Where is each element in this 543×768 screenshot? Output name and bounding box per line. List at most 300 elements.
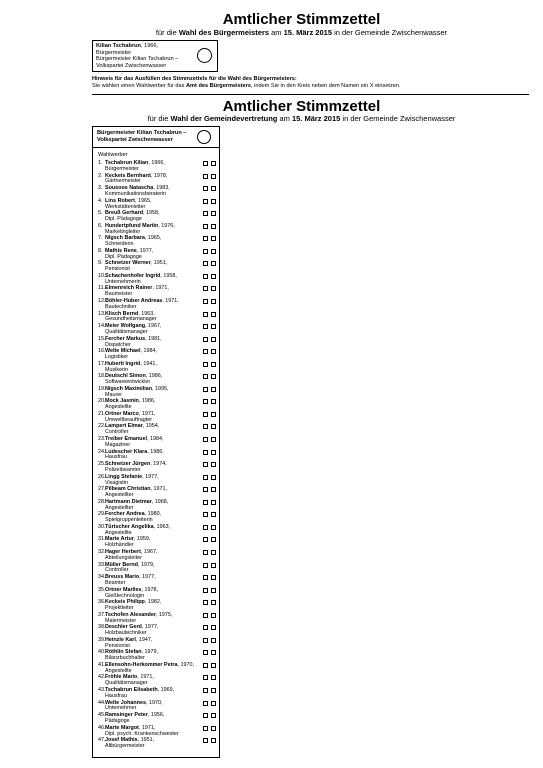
candidate-occupation: Holzhändler xyxy=(105,542,134,549)
candidate-year: , 1963, xyxy=(138,310,155,317)
candidate-number: 40. xyxy=(98,649,106,656)
candidate-number: 1. xyxy=(98,160,103,166)
strike-checkbox[interactable] xyxy=(211,650,216,655)
candidate-year: , 1971, xyxy=(137,674,154,681)
candidate-name: Tschabrun Elisabeth xyxy=(105,686,158,693)
candidate-occupation: Gesundheitsmanager xyxy=(105,316,157,323)
candidate-year: , 1959, xyxy=(133,536,151,543)
strike-checkbox[interactable] xyxy=(211,450,216,455)
candidate-year: , 1975, xyxy=(155,611,173,618)
candidate-name: Ludescher Klara xyxy=(105,448,148,455)
candidate-occupation: Polizeibeamter xyxy=(105,467,141,474)
candidate-number: 39. xyxy=(98,636,106,643)
candidate-name: Fercher Markus xyxy=(105,335,146,342)
candidate-occupation: Pensionist xyxy=(105,642,130,649)
candidate-name: Tschofen Alexander xyxy=(105,611,156,618)
candidate-year: , 1986, xyxy=(138,398,156,405)
candidate-occupation: Angestellter xyxy=(105,504,134,511)
candidate-year: , 1970, xyxy=(177,661,194,668)
hint-text: , indem Sie in den Kreis neben dem Namen ein X einsetzen. xyxy=(251,82,401,89)
candidate-number: 16. xyxy=(98,348,106,355)
candidate-name: Ramsinger Peter xyxy=(105,712,148,719)
candidate-year: , 1965, xyxy=(134,197,152,204)
mayor-ballot-title: Amtlicher Stimmzettel xyxy=(222,11,381,28)
preference-checkbox[interactable] xyxy=(203,286,208,291)
strike-checkbox[interactable] xyxy=(211,261,216,266)
candidate-name: Keckeis Bernhard xyxy=(105,172,151,179)
preference-checkbox[interactable] xyxy=(203,588,208,593)
preference-checkbox[interactable] xyxy=(203,701,208,706)
preference-checkbox[interactable] xyxy=(203,675,208,680)
strike-checkbox[interactable] xyxy=(211,663,216,668)
preference-checkbox[interactable] xyxy=(203,713,208,718)
strike-checkbox[interactable] xyxy=(211,337,216,342)
subtitle-text: in der Gemeinde Zwischenwasser xyxy=(340,114,456,123)
strike-checkbox[interactable] xyxy=(211,675,216,680)
candidate-number: 6. xyxy=(98,222,103,229)
preference-checkbox[interactable] xyxy=(203,462,208,467)
preference-checkbox[interactable] xyxy=(203,424,208,429)
candidate-name: Lingg Stefanie xyxy=(105,473,143,480)
candidate-number: 13. xyxy=(98,310,106,317)
subtitle-text: in der Gemeinde Zwischenwasser xyxy=(332,28,448,37)
candidate-year: , 1954, xyxy=(142,423,160,430)
preference-checkbox[interactable] xyxy=(203,512,208,517)
strike-checkbox[interactable] xyxy=(211,274,216,279)
strike-checkbox[interactable] xyxy=(211,412,216,417)
preference-checkbox[interactable] xyxy=(203,312,208,317)
candidate-name: Böhler-Huber Andreas xyxy=(105,298,163,305)
candidate-occupation: Dipl. Pädagoge xyxy=(105,253,142,260)
preference-checkbox[interactable] xyxy=(203,224,208,229)
candidate-number: 15. xyxy=(98,335,106,342)
subtitle-text: für die xyxy=(147,114,171,123)
preference-checkbox[interactable] xyxy=(203,550,208,555)
candidate-number: 36. xyxy=(98,599,106,606)
candidate-list xyxy=(93,161,219,751)
strike-checkbox[interactable] xyxy=(211,387,216,392)
strike-checkbox[interactable] xyxy=(211,500,216,505)
candidate-occupation: Holzbautechniker xyxy=(105,630,147,637)
candidate-year: , 1971, xyxy=(152,285,169,292)
mayor-hint xyxy=(92,76,401,90)
preference-checkbox[interactable] xyxy=(203,299,208,304)
candidate-number: 11. xyxy=(98,285,106,292)
candidate-occupation: Gießtechnologin xyxy=(105,592,145,599)
strike-checkbox[interactable] xyxy=(211,537,216,542)
candidate-year: , 1984, xyxy=(140,348,158,355)
candidate-number: 42. xyxy=(98,674,106,681)
party-list-name-line1: Bürgermeister Kilian Tschabrun – xyxy=(97,130,187,136)
candidate-occupation: Magaziner xyxy=(105,441,131,448)
candidate-occupation: Projektleiter xyxy=(105,605,134,612)
preference-checkbox[interactable] xyxy=(203,211,208,216)
candidate-year: , 1986, xyxy=(145,373,163,380)
preference-checkbox[interactable] xyxy=(203,525,208,530)
candidate-occupation: Logistiker xyxy=(105,354,129,361)
preference-checkbox[interactable] xyxy=(203,161,208,166)
candidate-name: Lampert Elmar xyxy=(105,423,143,430)
strike-checkbox[interactable] xyxy=(211,625,216,630)
strike-checkbox[interactable] xyxy=(211,688,216,693)
preference-checkbox[interactable] xyxy=(203,500,208,505)
strike-checkbox[interactable] xyxy=(211,249,216,254)
mayor-candidate-occupation: Bürgermeister xyxy=(96,49,132,56)
candidate-occupation: Abteilungsleiter xyxy=(105,554,142,561)
candidate-name: Hartmann Dietmar xyxy=(105,498,152,505)
preference-checkbox[interactable] xyxy=(203,174,208,179)
candidate-year: , 1956, xyxy=(147,712,165,719)
candidate-year: , 1966, xyxy=(148,160,165,166)
candidate-occupation: Dipl. Pädagoge xyxy=(105,216,142,223)
candidate-number: 34. xyxy=(98,574,106,581)
candidate-number: 3. xyxy=(98,185,103,192)
preference-checkbox[interactable] xyxy=(203,600,208,605)
candidate-number: 26. xyxy=(98,473,106,480)
preference-checkbox[interactable] xyxy=(203,563,208,568)
candidate-number: 25. xyxy=(98,461,106,468)
candidate-row xyxy=(93,738,219,751)
strike-checkbox[interactable] xyxy=(211,600,216,605)
preference-checkbox[interactable] xyxy=(203,437,208,442)
candidate-name: Mathis Rene xyxy=(105,247,137,254)
preference-checkbox[interactable] xyxy=(203,186,208,191)
subtitle-text: für die xyxy=(155,28,179,37)
strike-checkbox[interactable] xyxy=(211,701,216,706)
section-divider xyxy=(92,94,529,95)
candidate-number: 30. xyxy=(98,523,106,530)
candidate-year: , 1951, xyxy=(137,737,155,744)
candidate-number: 4. xyxy=(98,197,103,204)
hint-text: Sie wählen einen Wahlwerber für das xyxy=(92,82,187,89)
mayor-candidate-list-line1: Bürgermeister Kilian Tschabrun – xyxy=(96,56,179,63)
candidate-number: 45. xyxy=(98,712,106,719)
candidate-name: Hundertpfund Martin xyxy=(105,222,159,229)
candidate-occupation: Visagistin xyxy=(105,479,128,486)
mayor-ballot-subtitle xyxy=(0,28,543,37)
candidate-number: 24. xyxy=(98,448,106,455)
candidate-year: , 1941, xyxy=(140,360,157,367)
candidate-occupation: Musikerin xyxy=(105,366,129,373)
strike-checkbox[interactable] xyxy=(211,349,216,354)
candidate-occupation: Baumeister xyxy=(105,291,133,298)
party-vote-circle[interactable] xyxy=(197,130,211,144)
party-list-name-line2: Volkspartei Zwischenwasser xyxy=(97,136,173,143)
candidate-number: 9. xyxy=(98,260,103,267)
subtitle-bold: Wahl der Gemeindevertretung xyxy=(170,114,278,123)
subtitle-text: am xyxy=(277,114,292,123)
candidate-year: , 1958, xyxy=(160,272,177,279)
strike-checkbox[interactable] xyxy=(211,713,216,718)
candidate-name: Treiber Emanuel xyxy=(105,436,147,443)
candidate-year: , 1947, xyxy=(135,636,153,643)
candidate-occupation: Hausfrau xyxy=(105,454,127,461)
candidate-year: , 1967, xyxy=(145,323,162,330)
candidate-name: Ortner Marco xyxy=(105,410,139,417)
candidate-name: Huberti Ingrid xyxy=(105,360,141,367)
candidate-occupation: Pensionist xyxy=(105,266,130,273)
candidate-occupation: Dipl. psych. Krankenschwester xyxy=(105,730,179,737)
candidate-year: , 1974, xyxy=(150,461,167,468)
candidate-name: Schachenhofer Ingrid xyxy=(105,272,161,279)
candidate-number: 23. xyxy=(98,436,106,443)
preference-checkbox[interactable] xyxy=(203,450,208,455)
preference-checkbox[interactable] xyxy=(203,663,208,668)
candidate-number: 10. xyxy=(98,272,106,279)
candidate-number: 43. xyxy=(98,686,106,693)
candidate-name: Welte Johannes xyxy=(105,699,146,706)
candidate-name: Müller Bernd xyxy=(105,561,138,568)
party-list-box xyxy=(92,126,220,758)
candidate-occupation: Qualitätsmanager xyxy=(105,329,148,336)
candidate-number: 35. xyxy=(98,586,106,593)
preference-checkbox[interactable] xyxy=(203,362,208,367)
candidate-year: , 1982, xyxy=(144,599,162,606)
candidate-occupation: Umweltbeauftragter xyxy=(105,416,153,423)
candidate-number: 2. xyxy=(98,172,103,179)
candidate-number: 19. xyxy=(98,385,106,392)
candidate-name: Fercher Andrea xyxy=(105,511,145,518)
candidate-number: 47. xyxy=(98,737,106,744)
candidate-number: 17. xyxy=(98,360,106,367)
candidate-occupation: Controller xyxy=(105,429,129,436)
candidate-name: Deutschl Simon xyxy=(105,373,146,380)
strike-checkbox[interactable] xyxy=(211,525,216,530)
strike-checkbox[interactable] xyxy=(211,186,216,191)
candidate-number: 20. xyxy=(98,398,106,405)
candidate-number: 27. xyxy=(98,486,106,493)
preference-checkbox[interactable] xyxy=(203,387,208,392)
mayor-candidate-list-line2: Volkspartei Zwischenwasser xyxy=(96,62,167,69)
strike-checkbox[interactable] xyxy=(211,726,216,731)
candidate-name: Ortner Marlies xyxy=(105,586,142,593)
candidate-occupation: Bürgermeister xyxy=(105,165,139,172)
candidate-year: , 1978, xyxy=(141,586,159,593)
preference-checkbox[interactable] xyxy=(203,324,208,329)
candidate-occupation: Kommunikationsberaterin xyxy=(105,191,167,197)
strike-checkbox[interactable] xyxy=(211,638,216,643)
candidate-year: , 1971, xyxy=(138,724,156,731)
preference-checkbox[interactable] xyxy=(203,638,208,643)
candidate-year: , 1979, xyxy=(141,649,159,656)
strike-checkbox[interactable] xyxy=(211,286,216,291)
candidate-year: , 1967, xyxy=(140,548,158,555)
candidate-number: 44. xyxy=(98,699,106,706)
preference-checkbox[interactable] xyxy=(203,261,208,266)
candidate-year: , 1977, xyxy=(142,473,159,480)
candidate-year: , 1977, xyxy=(139,574,156,581)
preference-checkbox[interactable] xyxy=(203,374,208,379)
preference-checkbox[interactable] xyxy=(203,349,208,354)
candidate-occupation: Hausfrau xyxy=(105,692,127,699)
strike-checkbox[interactable] xyxy=(211,211,216,216)
candidate-number: 8. xyxy=(98,247,103,254)
candidate-name: Keckeis Philipp xyxy=(105,599,145,606)
preference-checkbox[interactable] xyxy=(203,199,208,204)
candidate-year: , 1977, xyxy=(136,247,154,254)
strike-checkbox[interactable] xyxy=(211,236,216,241)
subtitle-text: am xyxy=(269,28,284,37)
hint-bold: Amt des Bürgermeisters xyxy=(186,82,251,89)
preference-checkbox[interactable] xyxy=(203,738,208,743)
strike-checkbox[interactable] xyxy=(211,424,216,429)
candidate-occupation: Altbürgermeister xyxy=(105,743,145,750)
candidate-occupation: Angestellte xyxy=(105,529,132,536)
candidate-year: , 1977, xyxy=(141,624,159,631)
candidates-label: Wahlwerber xyxy=(98,152,128,158)
candidate-name: Breuß Gerhard xyxy=(105,210,144,217)
strike-checkbox[interactable] xyxy=(211,312,216,317)
strike-checkbox[interactable] xyxy=(211,161,216,166)
strike-checkbox[interactable] xyxy=(211,475,216,480)
candidate-number: 37. xyxy=(98,611,106,618)
candidate-name: Klisch Bernd xyxy=(105,310,139,317)
preference-checkbox[interactable] xyxy=(203,274,208,279)
candidate-year: , 1951, xyxy=(150,260,168,267)
candidate-occupation: Pädagoge xyxy=(105,717,130,724)
candidate-number: 32. xyxy=(98,548,106,555)
preference-checkbox[interactable] xyxy=(203,399,208,404)
preference-checkbox[interactable] xyxy=(203,688,208,693)
strike-checkbox[interactable] xyxy=(211,588,216,593)
candidate-name: Fröhle Mario xyxy=(105,674,138,681)
candidate-year: , 1970, xyxy=(145,699,163,706)
candidate-name: Nigsch Barbara xyxy=(105,235,145,242)
candidate-year: , 1971, xyxy=(138,410,156,417)
preference-checkbox[interactable] xyxy=(203,575,208,580)
subtitle-bold: Wahl des Bürgermeisters xyxy=(178,28,270,37)
preference-checkbox[interactable] xyxy=(203,412,208,417)
candidate-year: , 1995, xyxy=(152,385,169,392)
strike-checkbox[interactable] xyxy=(211,575,216,580)
strike-checkbox[interactable] xyxy=(211,299,216,304)
strike-checkbox[interactable] xyxy=(211,462,216,467)
candidate-name: Welte Michael xyxy=(105,348,141,355)
candidate-name: Tschabrun Kilian xyxy=(105,160,149,166)
candidate-occupation: Unternehmer xyxy=(105,705,137,712)
candidate-year: , 1971, xyxy=(162,298,179,305)
candidate-occupation: Schneiderin xyxy=(105,241,134,248)
preference-checkbox[interactable] xyxy=(203,625,208,630)
mayor-hint-title: Hinweis für das Ausfüllen des Stimmzettels für die Wahl des Bürgermeisters: xyxy=(92,76,297,82)
candidate-number: 5. xyxy=(98,210,103,217)
candidate-name: Deschler Gerd xyxy=(105,624,142,631)
candidate-occupation: Qualitätsmanager xyxy=(105,680,148,687)
candidate-number: 21. xyxy=(98,410,106,417)
candidate-name: Türtscher Angelika xyxy=(105,523,154,530)
candidate-year: , 1983, xyxy=(153,185,170,192)
candidate-year: , 1980, xyxy=(144,511,162,518)
candidate-occupation: Maurer xyxy=(105,391,123,398)
candidate-name: Elmenreich Rainer xyxy=(105,285,153,292)
strike-checkbox[interactable] xyxy=(211,174,216,179)
candidate-year: , 1984, xyxy=(146,436,164,443)
strike-checkbox[interactable] xyxy=(211,437,216,442)
candidate-number: 12. xyxy=(98,298,106,305)
preference-checkbox[interactable] xyxy=(203,487,208,492)
preference-checkbox[interactable] xyxy=(203,236,208,241)
candidate-name: Hager Herbert xyxy=(105,548,141,555)
strike-checkbox[interactable] xyxy=(211,613,216,618)
strike-checkbox[interactable] xyxy=(211,563,216,568)
preference-checkbox[interactable] xyxy=(203,249,208,254)
candidate-number: 28. xyxy=(98,498,106,505)
strike-checkbox[interactable] xyxy=(211,512,216,517)
candidate-occupation: Spielgruppenleiterin xyxy=(105,517,153,524)
preference-checkbox[interactable] xyxy=(203,475,208,480)
candidate-name: Pilbeam Christian xyxy=(105,486,151,493)
candidate-name: Röthlin Stefan xyxy=(105,649,142,656)
strike-checkbox[interactable] xyxy=(211,224,216,229)
preference-checkbox[interactable] xyxy=(203,650,208,655)
strike-checkbox[interactable] xyxy=(211,399,216,404)
candidate-year: , 1981, xyxy=(145,335,162,342)
candidate-occupation: Marketingleiter xyxy=(105,228,141,235)
candidate-year: , 1986, xyxy=(147,448,164,455)
candidate-occupation: Beamter xyxy=(105,579,126,586)
mayor-candidate-name: Kilian Tschabrun xyxy=(96,43,141,49)
candidate-year: , 1958, xyxy=(143,210,160,217)
mayor-candidate-year: , 1966, xyxy=(140,43,159,49)
strike-checkbox[interactable] xyxy=(211,362,216,367)
candidate-number: 38. xyxy=(98,624,106,631)
strike-checkbox[interactable] xyxy=(211,550,216,555)
mayor-vote-circle[interactable] xyxy=(197,48,212,63)
candidate-occupation: Softwareentwickler xyxy=(105,379,151,386)
council-ballot-title: Amtlicher Stimmzettel xyxy=(222,98,381,115)
candidate-name: Breuss Mario xyxy=(105,574,140,581)
strike-checkbox[interactable] xyxy=(211,487,216,492)
candidate-year: , 1976, xyxy=(158,222,175,229)
subtitle-date: 15. März 2015 xyxy=(283,28,332,37)
candidate-occupation: Bautechniker xyxy=(105,303,137,310)
candidate-occupation: Angestellte xyxy=(105,404,132,411)
candidate-name: Sousoos Natascha xyxy=(105,185,154,192)
candidate-occupation: Werkstättenleiter xyxy=(105,203,146,210)
candidate-number: 41. xyxy=(98,661,106,668)
candidate-occupation: Controller xyxy=(105,567,129,574)
preference-checkbox[interactable] xyxy=(203,726,208,731)
candidate-occupation: Malermeister xyxy=(105,617,137,624)
candidate-occupation: Dispatcher xyxy=(105,341,131,348)
strike-checkbox[interactable] xyxy=(211,374,216,379)
candidate-name: Josef Mathis xyxy=(105,737,138,744)
candidate-name: Marte Margot xyxy=(105,724,139,731)
candidate-year: , 1969, xyxy=(157,686,175,693)
preference-checkbox[interactable] xyxy=(203,613,208,618)
candidate-year: , 1968, xyxy=(151,498,169,505)
strike-checkbox[interactable] xyxy=(211,199,216,204)
candidate-year: , 1963, xyxy=(153,523,171,530)
council-ballot-subtitle xyxy=(0,114,543,123)
candidate-number: 46. xyxy=(98,724,106,731)
candidate-year: , 1971, xyxy=(150,486,168,493)
candidate-year: , 1965, xyxy=(144,235,162,242)
candidate-number: 33. xyxy=(98,561,106,568)
preference-checkbox[interactable] xyxy=(203,537,208,542)
candidate-year: , 1979, xyxy=(137,561,155,568)
candidate-occupation: Angestellte xyxy=(105,667,132,674)
candidate-name: Ellensohn-Herkommer Petra xyxy=(105,661,178,668)
candidate-number: 22. xyxy=(98,423,106,430)
preference-checkbox[interactable] xyxy=(203,337,208,342)
strike-checkbox[interactable] xyxy=(211,324,216,329)
candidate-number: 7. xyxy=(98,235,103,242)
strike-checkbox[interactable] xyxy=(211,738,216,743)
candidate-occupation: Gärtnermeister xyxy=(105,178,141,185)
candidate-year: , 1978, xyxy=(150,172,168,179)
candidate-number: 31. xyxy=(98,536,106,543)
